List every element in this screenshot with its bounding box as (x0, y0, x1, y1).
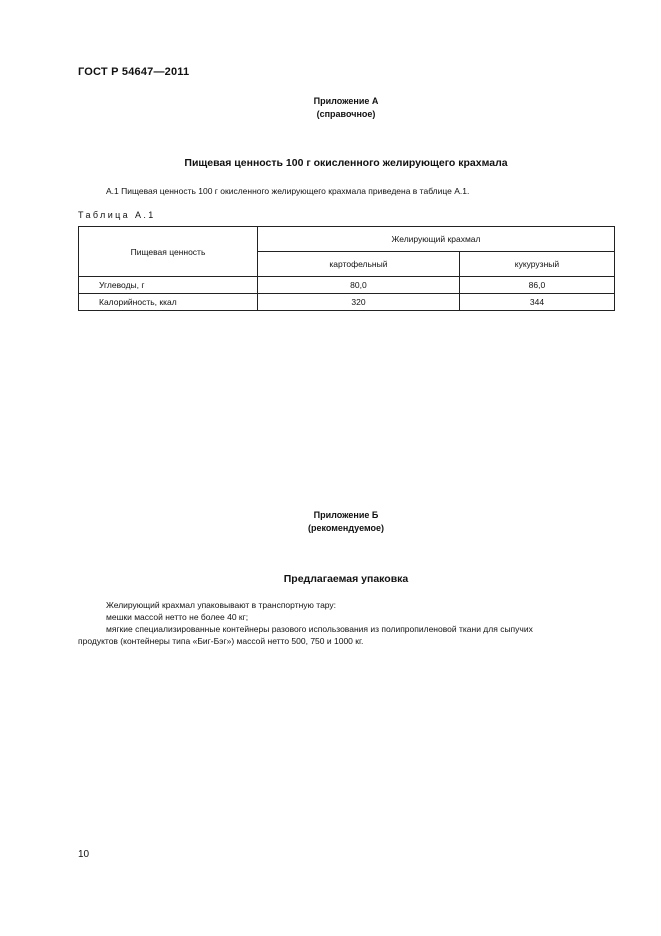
table-header-corn: кукурузный (459, 252, 614, 277)
table-row (79, 294, 615, 311)
packaging-line-3: мягкие специализированные контейнеры разового использования из полипропиленовой ткани для сыпучих (106, 624, 533, 634)
document-code: ГОСТ Р 54647—2011 (78, 66, 190, 78)
table-caption: Таблица А.1 (78, 210, 156, 220)
row-label-calories: Калорийность, ккал (79, 294, 258, 311)
cell-calories-corn: 344 (459, 294, 614, 311)
appendix-a-status: (справочное) (316, 109, 376, 119)
appendix-a-paragraph: А.1 Пищевая ценность 100 г окисленного желирующего крахмала приведена в таблице А.1. (106, 186, 470, 196)
packaging-line-2: мешки массой нетто не более 40 кг; (106, 612, 249, 622)
appendix-b-status: (рекомендуемое) (308, 523, 384, 533)
appendix-a-heading: Пищевая ценность 100 г окисленного желирующего крахмала (184, 157, 508, 169)
table-row (79, 277, 615, 294)
cell-carbs-corn: 86,0 (459, 277, 614, 294)
packaging-line-1: Желирующий крахмал упаковывают в транспортную тару: (106, 600, 337, 610)
appendix-b-title: Приложение Б (313, 510, 379, 520)
row-label-carbs: Углеводы, г (79, 277, 258, 294)
table-header-starch: Желирующий крахмал (258, 227, 615, 252)
table-header-potato: картофельный (258, 252, 460, 277)
appendix-b-heading: Предлагаемая упаковка (283, 573, 409, 585)
page-number: 10 (78, 849, 90, 860)
packaging-line-4: продуктов (контейнеры типа «Биг-Бэг») массой нетто 500, 750 и 1000 кг. (78, 636, 364, 646)
nutrition-table (78, 226, 615, 311)
table-header-nutrition: Пищевая ценность (79, 227, 258, 277)
appendix-a-title: Приложение А (313, 96, 379, 106)
cell-carbs-potato: 80,0 (258, 277, 460, 294)
cell-calories-potato: 320 (258, 294, 460, 311)
